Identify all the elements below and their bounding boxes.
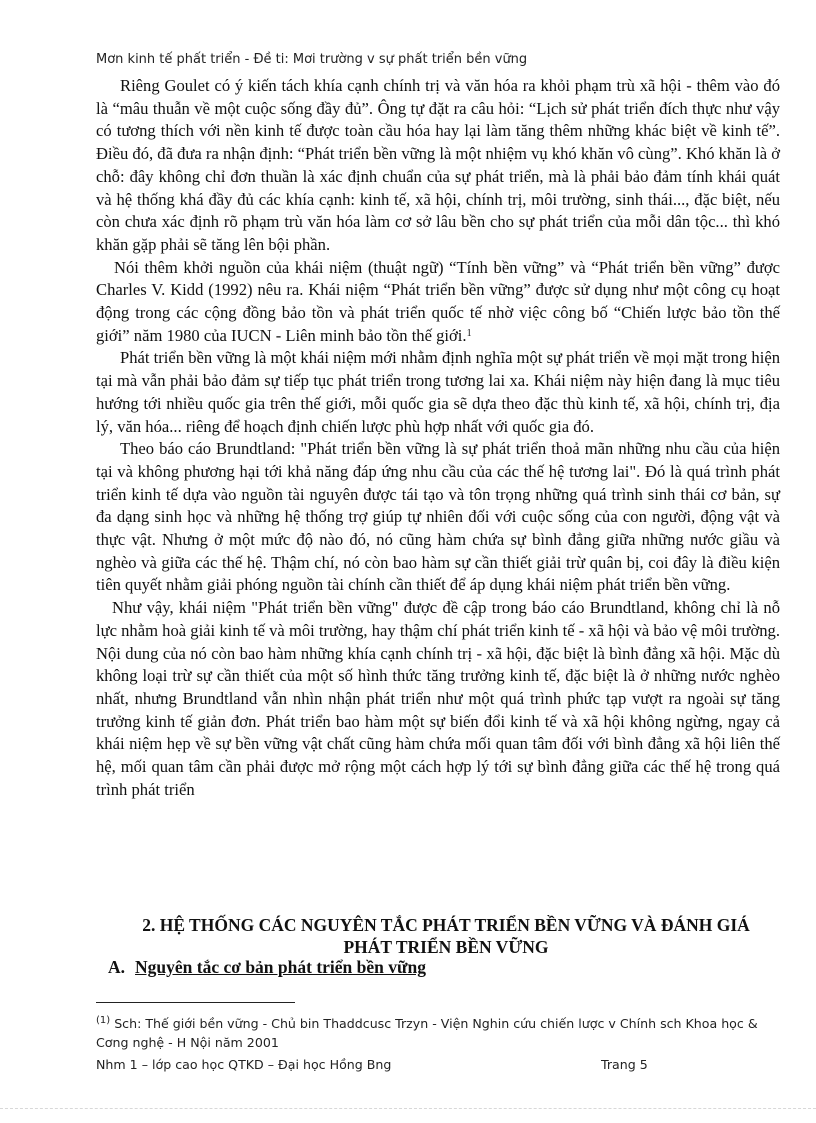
section-heading-line-1: 2. HỆ THỐNG CÁC NGUYÊN TẮC PHÁT TRIỂN BỀN VỮNG VÀ ĐÁNH GIÁ	[142, 915, 750, 935]
footnote-reference[interactable]: 1	[466, 327, 472, 339]
paragraph-brundtland-concept: Như vậy, khái niệm "Phát triển bền vững" được đề cập trong báo cáo Brundtland, không chỉ là nỗ lực nhằm hoà giải kinh tế và môi trường, hay thậm chí phát triển kinh tế - xã hội và bảo vệ môi trường. Nội dung của nó còn bao hàm những khía cạnh chính trị - xã hội, đặc biệt là bình đẳng xã hội. Mặc dù không loại trừ sự cần thiết của một số hình thức tăng trưởng kinh tế, đặc biệt là ở những nước nghèo nhất, nhưng Brundtland vẫn nhìn nhận phát triển như một quá trình phức tạp vượt ra ngoài sự tăng trưởng kinh tế giản đơn. Phát triển bao hàm một sự biến đổi kinh tế và xã hội không ngừng, ngay cả khái niệm hẹp về sự bền vững vật chất cũng hàm chứa mối quan tâm đối với bình đẳng xã hội liên thế hệ, mối quan tâm cần phải được mở rộng một cách hợp lý tới sự bình đẳng giữa các thế hệ trong quá trình phát triển	[96, 598, 780, 799]
footnote-text: Sch: Thế giới bền vững - Chủ bin Thaddcusc Trzyn - Viện Nghin cứu chiến lược v Chính sch Khoa học & Cơng nghệ - H Nội năm 2001	[96, 1016, 758, 1050]
section-heading-line-2: PHÁT TRIỂN BỀN VỮNG	[343, 937, 549, 957]
paragraph-goulet: Riêng Goulet có ý kiến tách khía cạnh chính trị và văn hóa ra khỏi phạm trù xã hội - thêm vào đó là “mâu thuẫn về một cuộc sống đầy đủ”. Ông tự đặt ra câu hỏi: “Lịch sử phát triển đích thực như vậy có tương thích với nền kinh tế được toàn cầu hóa hay lại làm tăng thêm những khác biệt về kinh tế”. Điều đó, đã đưa ra nhận định: “Phát triển bền vững là một nhiệm vụ khó khăn vô cùng”. Khó khăn là ở chỗ: đây không chỉ đơn thuần là xác định chuẩn của sự phát triển, mà là phải bảo đảm tính khái quát và hệ thống khá đầy đủ các khía cạnh: kinh tế, xã hội, chính trị, môi trường, sinh thái..., đặc biệt, nếu còn chưa xác định rõ phạm trù văn hóa làm cơ sở lâu bền cho sự phát triển của mỗi dân tộc... thì khó khăn gặp phải sẽ tăng lên bội phần.	[96, 76, 780, 254]
body-text	[96, 75, 780, 802]
subsection-heading	[108, 957, 426, 978]
footnote-marker: (1)	[96, 1015, 111, 1026]
paragraph-brundtland-report: Theo báo cáo Brundtland: "Phát triển bền vững là sự phát triển thoả mãn những nhu cầu của hiện tại và không phương hại tới khả năng đáp ứng nhu cầu của các thế hệ tương lai". Đó là quá trình phát triển kinh tế dựa vào nguồn tài nguyên được tái tạo và tôn trọng những quá trình sinh thái cơ bản, sự đa dạng sinh học và những hệ thống trợ giúp tự nhiên đối với cuộc sống của con người, động vật và thực vật. Nhưng ở một mức độ nào đó, nó cũng hàm chứa sự bình đẳng giữa những nước giầu và nghèo và giữa các thế hệ. Thậm chí, nó còn bao hàm sự cần thiết giải trừ quân bị, coi đây là điều kiện tiên quyết nhằm giải phóng nguồn tài chính cần thiết để áp dụng khái niệm phát triển bền vững.	[96, 439, 780, 595]
subsection-label: A.	[108, 957, 126, 977]
page-number: Trang 5	[601, 1057, 648, 1072]
section-heading	[96, 914, 796, 958]
subsection-title: Nguyên tắc cơ bản phát triển bền vững	[135, 957, 426, 977]
page-footer	[96, 1057, 656, 1072]
paragraph-kidd	[96, 257, 780, 348]
paragraph-definition: Phát triển bền vững là một khái niệm mới nhằm định nghĩa một sự phát triển về mọi mặt trong hiện tại mà vẫn phải bảo đảm sự tiếp tục phát triển trong tương lai xa. Khái niệm này hiện đang là mục tiêu hướng tới nhiều quốc gia trên thế giới, mỗi quốc gia sẽ dựa theo đặc thù kinh tế, xã hội, chính trị, địa lý, văn hóa... riêng để hoạch định chiến lược phù hợp nhất với quốc gia đó.	[96, 348, 780, 436]
paragraph-kidd-text: Nói thêm khởi nguồn của khái niệm (thuật ngữ) “Tính bền vững” và “Phát triển bền vững” được Charles V. Kidd (1992) nêu ra. Khái niệm “Phát triển bền vững” được sử dụng như một công cụ hoạt động trong các cộng đồng bảo tồn và phát triển quốc tế nhờ việc công bố “Chiến lược bảo tồn thế giới” năm 1980 của IUCN - Liên minh bảo tồn thế giới.	[96, 257, 780, 345]
footnote	[96, 1014, 780, 1052]
page-break-line	[0, 1108, 816, 1109]
running-header: Mơn kinh tế phất triển - Đề ti: Mơi trường v sự phất triển bền vững	[96, 52, 528, 67]
footer-group-info: Nhm 1 – lớp cao học QTKD – Đại học Hồng Bng	[96, 1057, 392, 1072]
footnote-divider	[96, 1002, 295, 1003]
